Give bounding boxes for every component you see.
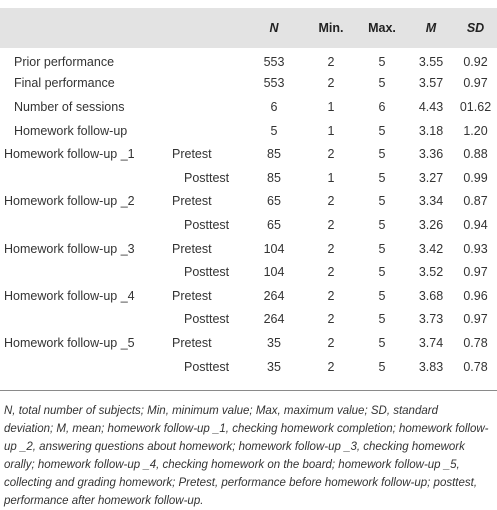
row-test-phase: Pretest <box>172 241 212 256</box>
row-test-phase <box>166 48 242 72</box>
table-header <box>0 8 497 48</box>
cell-min: 2 <box>327 312 335 327</box>
cell-n: 35 <box>267 359 281 374</box>
row-label <box>0 260 166 284</box>
cell-sd: 0.78 <box>463 359 488 374</box>
cell-sd: 0.97 <box>463 76 488 91</box>
cell-max: 5 <box>378 241 386 256</box>
cell-n: 264 <box>263 288 285 303</box>
cell-min: 2 <box>327 76 335 91</box>
row-label: Homework follow-up <box>14 123 128 138</box>
row-test-phase <box>166 119 242 143</box>
cell-sd: 0.97 <box>463 265 488 280</box>
cell-min: 1 <box>327 99 335 114</box>
row-label: Homework follow-up _5 <box>4 335 135 350</box>
cell-n: 5 <box>270 123 278 138</box>
cell-m: 3.36 <box>418 147 444 162</box>
table-bottom-rule <box>0 390 497 391</box>
row-test-phase <box>166 72 242 96</box>
cell-min: 1 <box>327 123 335 138</box>
cell-n: 104 <box>263 265 285 280</box>
row-label: Homework follow-up _3 <box>4 241 135 256</box>
header-label <box>0 8 166 48</box>
row-label: Homework follow-up _4 <box>4 288 135 303</box>
cell-n: 553 <box>263 76 285 91</box>
table-row <box>0 119 497 143</box>
cell-n: 264 <box>263 312 285 327</box>
row-label: Prior performance <box>14 54 115 69</box>
table-row <box>0 166 497 190</box>
cell-sd: 0.88 <box>463 147 488 162</box>
cell-sd: 0.99 <box>463 170 488 185</box>
cell-sd: 0.78 <box>463 335 488 350</box>
row-test-phase: Posttest <box>184 265 230 280</box>
row-test-phase <box>166 95 242 119</box>
cell-min: 2 <box>327 54 335 69</box>
cell-max: 5 <box>378 288 386 303</box>
cell-m: 3.68 <box>418 288 444 303</box>
table-footnote: N, total number of subjects; Min, minimum value; Max, maximum value; SD, standard deviation; M, mean; homework follow-up _1, checking homework completion; homework follow-up _2, answering questions about homework; homework follow-up _3, checking homework orally; homework follow-up _4, checking homework on the board; homework follow-up _5, collecting and grading homework; Pretest, performance before homework follow-up; posttest, performance after homework follow-up. <box>4 405 489 507</box>
cell-max: 5 <box>378 217 386 232</box>
header-n: N <box>269 21 279 35</box>
cell-min: 2 <box>327 335 335 350</box>
cell-sd: 0.94 <box>463 217 488 232</box>
cell-max: 5 <box>378 359 386 374</box>
cell-sd: 0.92 <box>463 54 488 69</box>
cell-min: 2 <box>327 147 335 162</box>
row-label <box>0 213 166 237</box>
row-label <box>0 355 166 379</box>
cell-max: 5 <box>378 194 386 209</box>
cell-max: 5 <box>378 123 386 138</box>
cell-m: 3.55 <box>418 54 444 69</box>
cell-sd: 0.93 <box>463 241 488 256</box>
cell-n: 553 <box>263 54 285 69</box>
row-test-phase: Pretest <box>172 335 212 350</box>
cell-n: 65 <box>267 217 281 232</box>
table-row <box>0 142 497 166</box>
cell-m: 4.43 <box>418 99 444 114</box>
row-label: Final performance <box>14 76 115 91</box>
cell-n: 35 <box>267 335 281 350</box>
header-m: M <box>425 21 437 35</box>
header-test <box>166 8 242 48</box>
cell-min: 2 <box>327 217 335 232</box>
cell-max: 5 <box>378 265 386 280</box>
row-test-phase: Pretest <box>172 194 212 209</box>
header-max: Max. <box>368 21 396 35</box>
cell-m: 3.26 <box>418 217 444 232</box>
cell-min: 1 <box>327 170 335 185</box>
cell-m: 3.18 <box>418 123 444 138</box>
header-row <box>0 8 497 48</box>
cell-m: 3.34 <box>418 194 444 209</box>
cell-sd: 0.87 <box>463 194 488 209</box>
cell-min: 2 <box>327 288 335 303</box>
table-row <box>0 237 497 261</box>
cell-sd: 0.96 <box>463 288 488 303</box>
cell-n: 65 <box>267 194 281 209</box>
cell-max: 5 <box>378 312 386 327</box>
cell-m: 3.42 <box>418 241 444 256</box>
row-test-phase: Posttest <box>184 312 230 327</box>
table-row <box>0 190 497 214</box>
cell-min: 2 <box>327 241 335 256</box>
table-row <box>0 260 497 284</box>
cell-max: 5 <box>378 147 386 162</box>
cell-min: 2 <box>327 265 335 280</box>
cell-sd: 01.62 <box>459 99 492 114</box>
statistics-table <box>0 8 497 378</box>
cell-max: 6 <box>378 99 386 114</box>
table-row <box>0 72 497 96</box>
table-body <box>0 48 497 378</box>
cell-sd: 0.97 <box>463 312 488 327</box>
row-test-phase: Pretest <box>172 288 212 303</box>
row-label: Homework follow-up _1 <box>4 147 135 162</box>
cell-min: 2 <box>327 194 335 209</box>
cell-max: 5 <box>378 76 386 91</box>
cell-n: 104 <box>263 241 285 256</box>
cell-max: 5 <box>378 335 386 350</box>
row-test-phase: Posttest <box>184 359 230 374</box>
row-label <box>0 166 166 190</box>
cell-m: 3.27 <box>418 170 444 185</box>
header-min: Min. <box>318 21 344 35</box>
cell-m: 3.83 <box>418 359 444 374</box>
cell-m: 3.57 <box>418 76 444 91</box>
row-test-phase: Posttest <box>184 217 230 232</box>
header-sd: SD <box>466 21 485 35</box>
table-row <box>0 308 497 332</box>
table-row <box>0 355 497 379</box>
cell-n: 85 <box>267 170 281 185</box>
cell-min: 2 <box>327 359 335 374</box>
cell-m: 3.73 <box>418 312 444 327</box>
row-label: Number of sessions <box>14 99 125 114</box>
row-test-phase: Pretest <box>172 147 212 162</box>
row-label <box>0 308 166 332</box>
cell-m: 3.74 <box>418 335 444 350</box>
cell-m: 3.52 <box>418 265 444 280</box>
table-row <box>0 284 497 308</box>
cell-sd: 1.20 <box>463 123 488 138</box>
cell-n: 6 <box>270 99 278 114</box>
cell-n: 85 <box>267 147 281 162</box>
table-row <box>0 95 497 119</box>
row-label: Homework follow-up _2 <box>4 194 135 209</box>
table-row <box>0 213 497 237</box>
cell-max: 5 <box>378 170 386 185</box>
row-test-phase: Posttest <box>184 170 230 185</box>
table-row <box>0 331 497 355</box>
table-row <box>0 48 497 72</box>
cell-max: 5 <box>378 54 386 69</box>
